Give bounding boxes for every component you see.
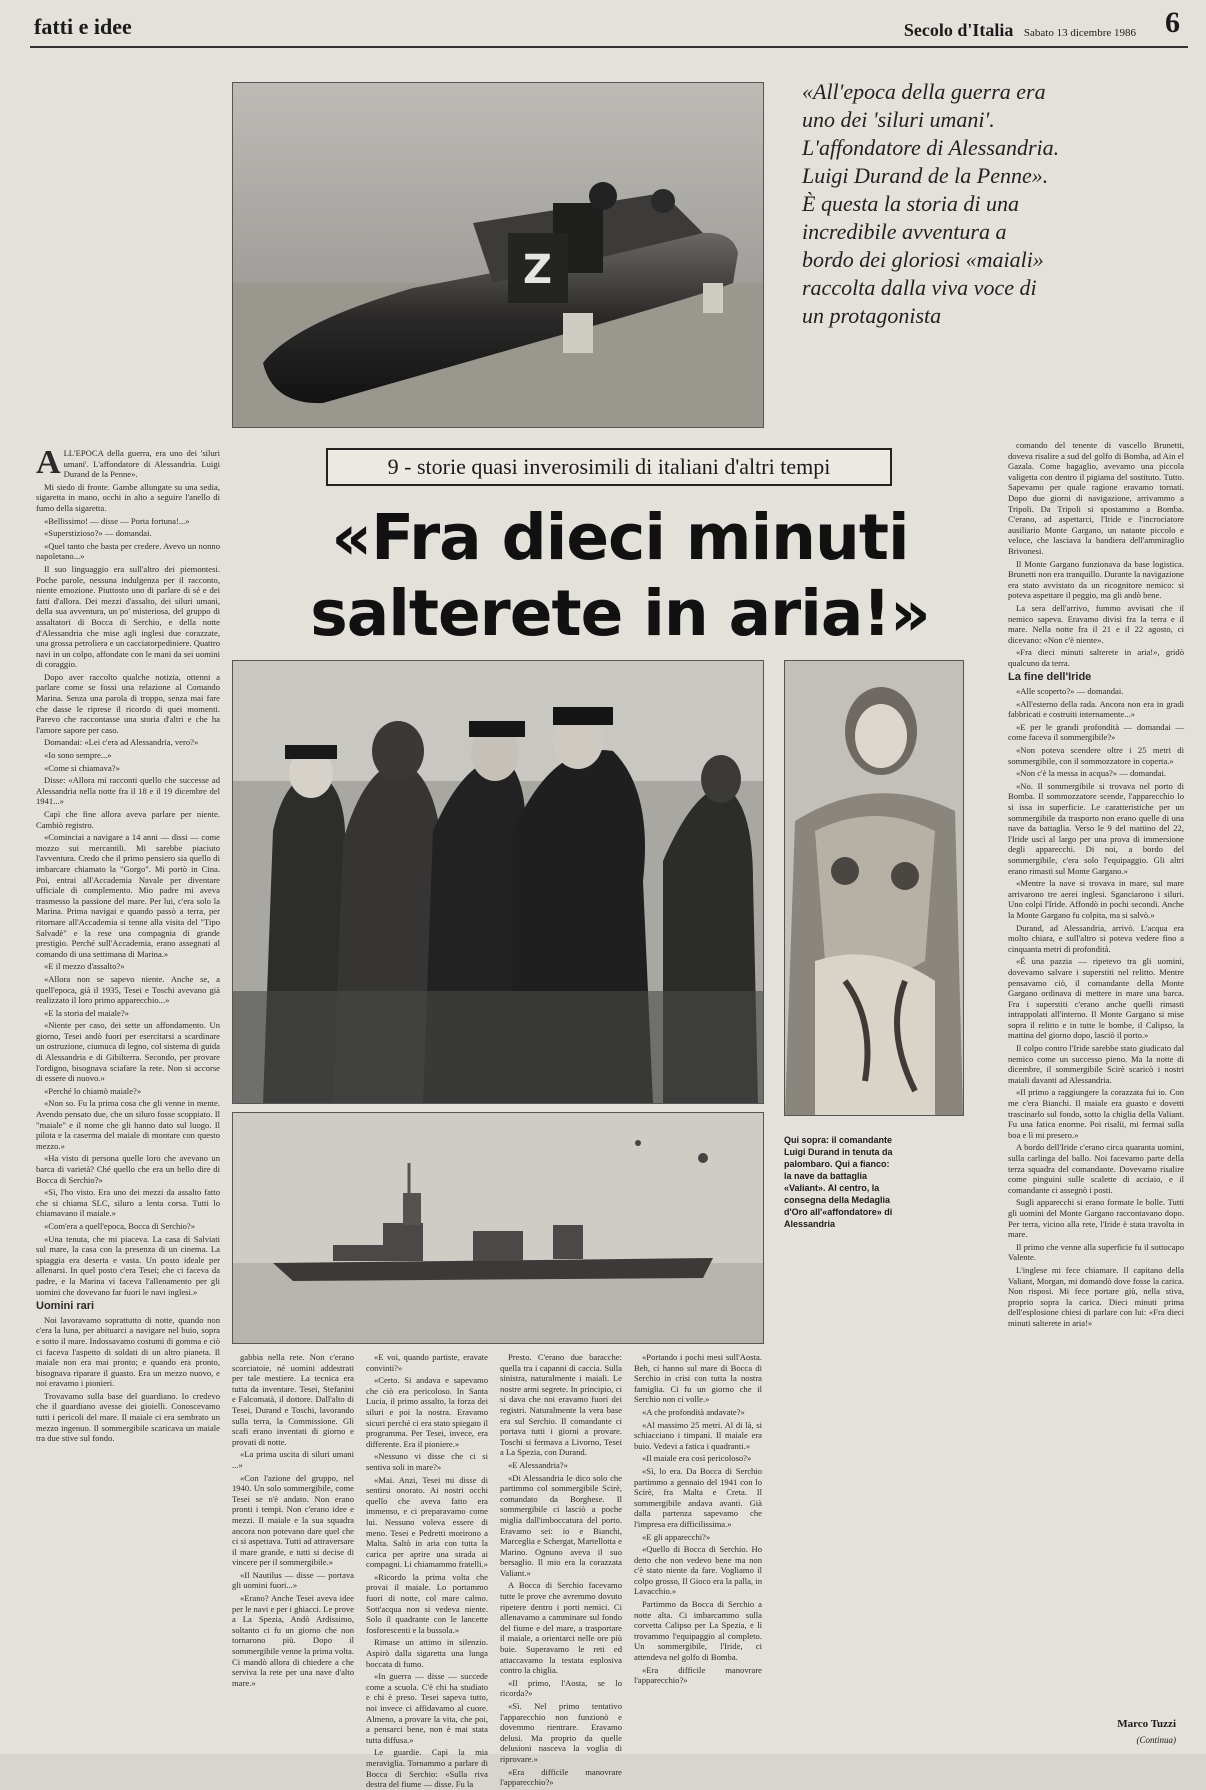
paragraph: «Niente per caso, dei sette un affondamento. Un giorno, Tesei andò fuori per esercitarsi a scardinare un ostruzione, ciumuca di legno, col sistema di guida di Alessandria e di Gibilterra. Secondo, per provare l'ordigno, bisognava sciafare la rete. Non si accorse di essere di nuovo.»	[36, 1020, 220, 1084]
paragraph: Le guardie. Capì la mia meraviglia. Tornammo a parlare di Bocca di Serchio: «Sulla riva destra del fiume — disse. Fu la	[366, 1747, 488, 1790]
right-paragraphs	[1008, 440, 1184, 668]
deck-quote: «All'epoca della guerra era uno dei 'siluri umani'. L'affondatore di Alessandria. Luigi Durand de la Penne». È questa la storia di una incredibile avventura a bordo dei gloriosi «maiali» raccolta dalla viva voce di un protagonista	[802, 79, 1060, 328]
paragraph: Trovavamo sulla base del guardiano. Io credevo che il guardiano avesse dei gioielli. Conoscevamo tutti i pericoli del mare. Il maiale ci era sembrato un mezzo ingenuo. Il sommergibile scaricava un maiale tra due stive sul fondo.	[36, 1390, 220, 1444]
headline-line-2: salterete in aria!»	[310, 577, 930, 650]
paragraph: L'inglese mi fece chiamare. Il capitano della Valiant, Morgan, mi domandò dove fosse la carica. Non risposi. Mi fece portare giù, nella stiva, proprio sopra la carica. Dieci minuti prima dell'esplosione chiesi di parlare con lui: «Fra dieci minuti salterete in aria!»	[1008, 1264, 1184, 1328]
paragraph: Domandai: «Lei c'era ad Alessandria, vero?»	[44, 737, 199, 748]
paragraph: «Fra dieci minuti salterete in aria!», gridò qualcuno da terra.	[1008, 647, 1184, 668]
paragraph: «Allora non se sapevo niente. Anche se, a quell'epoca, già il 1935, Tesei e Toschi avevano già realizzato il loro primo apparecchio...»	[36, 973, 220, 1006]
photo-human-torpedo	[232, 82, 764, 428]
paragraph: «Sì, lo era. Da Bocca di Serchio partimmo a gennaio del 1941 con lo Scirè, fra Malta e Creta. Il sommergibile andava avanti. Già dalla partenza sapevamo che l'impresa era difficilissima.»	[634, 1465, 762, 1529]
paragraph: «A che profondità andavate?»	[642, 1406, 745, 1417]
paragraph: «Certo. Si andava e sapevamo che ciò era pericoloso. In Santa Lucia, il primo assalto, la forza dei siluri e poi la nostra. Eravamo sicuri perché ci era stato spiegato il programma. Per Tesei, invece, era differente. Era il pioniere.»	[366, 1375, 488, 1449]
subhead-uomini-rari: Uomini rari	[36, 1300, 95, 1313]
paragraph: «E per le grandi profondità — domandai — come faceva il sommergibile?»	[1008, 721, 1184, 743]
paragraph: «La prima uscita di siluri umani ...»	[232, 1449, 354, 1470]
paragraph: Il primo che venne alla superficie fu il sottocapo Valente.	[1008, 1241, 1184, 1263]
paragraph: «Mai. Anzi, Tesei mi disse di sentirsi onorato. Ai nostri occhi quello che aveva fatto era immenso, e ci preparavamo come lui. Nessuno voleva essere di meno. Tesei e Pedretti morirono a Malta. Saltò in aria con tutta la carica per aprire una strada ai compagni. Li chiamammo fratelli.»	[366, 1474, 488, 1570]
photo-caption: Qui sopra: il comandante Luigi Durand in tenuta da palombaro. Qui a fianco: la nave da battaglia «Valiant». Al centro, la consegna della Medaglia d'Oro all'«affondatore» di Alessandria	[784, 1135, 893, 1229]
paragraph: «Erano? Anche Tesei aveva idee per le navi e per i ghiacci. Le prove a La Spezia, Andò Ardissimo, soltanto ci fu un giorno che non tornarono più. Dopo il sommergibile venne la prima volta. Ci mandò allora di chiedere a che serviva la rete per una nave d'alto mare.»	[232, 1593, 354, 1688]
paragraph: «Alle scoperto?» — domandai.	[1016, 686, 1124, 697]
paragraph: «Sì. Nel primo tentativo l'apparecchio non funzionò e dovemmo rientrare. Eravamo delusi. Ma proprio da quelle delusioni nasceva la voglia di riprovare.»	[500, 1701, 622, 1764]
paragraph: «Nessuno vi disse che ci si sentiva soli in mare?»	[366, 1451, 488, 1472]
paragraph: Partimmo da Bocca di Serchio a notte alta. Ci imbarcammo sulla corvetta Calipso per La Spezia, e lì trovammo l'equipaggio al completo. Un sommergibile, l'Iride, ci attendeva nel golfo di Bomba.	[634, 1599, 762, 1663]
paragraph: «Non so. Fu la prima cosa che gli venne in mente. Avendo pensato due, che un siluro fosse scoppiato. Il "maiale" e il nome che gli hanno dato sul luogo. Il pilota e la caserma del maiale di montare con questo mezzo.»	[36, 1098, 220, 1151]
paragraph: «In guerra — disse — succede come a scuola. C'è chi ha studiato e chi è preso. Tesei sapeva tutto, noi invece ci affidavamo al cuore. Almeno, a provare la vita, che poi, a pensarci bene, non è mai stata tutta diffusa.»	[366, 1671, 488, 1745]
left-paragraphs-2	[36, 1315, 220, 1444]
headline-line-1: «Fra dieci minuti	[331, 501, 909, 574]
paragraph: «Cominciai a navigare a 14 anni — dissi — come mozzo sui mercantili. Mi sarebbe piaciuto l'avventura. Credo che il primo pensiero sia quello di imbarcare chiamato la "Gorgo". Mi portò in Cina. Poi, entrai all'Accademia Navale per diventare ufficiale di complemento. Mio padre mi aveva trasmesso la passione del mare. Per lui, c'era solo la Marina. Prima navigai e quando passò a terra, per ritornare all'Accademia si tenne alla visita del "Tipo Salvadè" e la rese una compagnia di grande prestigio. Perché sull'Accademia, erano assegnati al comando di una settimana di Marina.»	[36, 832, 220, 959]
paragraph: «E Alessandria?»	[508, 1459, 568, 1470]
paragraph: A bordo dell'Iride c'erano circa quaranta uomini, sulla carlinga del ballo. Noi facevamo parte della terza squadra del comandante. Dovevamo risalire come pinguini sulle scalette di acciaio, e il comandante ci assegnò i posti.	[1008, 1142, 1184, 1195]
paragraph: «Sì, l'ho visto. Era uno dei mezzi da assalto fatto che si chiama SLC, siluro a lenta corsa. Tutti lo chiamavano il maiale.»	[36, 1187, 220, 1219]
paragraph: «Non poteva scendere oltre i 25 metri di sommergibile, con il sommozzatore in coperta.»	[1008, 745, 1184, 766]
photo-diver	[784, 660, 964, 1116]
column-right	[1008, 440, 1184, 1710]
paragraph: Il colpo contro l'Iride sarebbe stato giudicato dal nemico come un successo pieno. Ma la notte di dicembre, il sommergibile Scirè scaricò i nostri maiali davanti ad Alessandria.	[1008, 1043, 1184, 1085]
paragraph: «Il primo a raggiungere la corazzata fui io. Con me c'era Bianchi. Il maiale era guasto e dovetti trascinarlo sul fondo, sotto la chiglia della Valiant. Fu una fatica enorme. Poi risalii, mi fermai sulla boa e lì mi presero.»	[1008, 1087, 1184, 1140]
paragraph: «Quello di Bocca di Serchio. Ho detto che non vedevo bene ma non c'è stato niente da fare. Vogliamo il colpo grosso, Il Gioco era la palla, in Lavacchio.»	[634, 1544, 762, 1597]
paragraph: «Era difficile manovrare l'apparecchio?»	[634, 1664, 762, 1686]
paragraph: Durand, ad Alessandria, arrivò. L'acqua era molto chiara, e sull'altro si poteva vedere fino a cinquanta metri di profondità.	[1008, 922, 1184, 954]
paragraph: Presto. C'erano due baracche: quella tra i capanni di caccia. Sulla sinistra, naturalmente i maiali. Le nostre armi segrete. In principio, ci si dava che noi eravamo fuori dei registri. Naturalmente la vera base era sul Serchio. Il comandante ci portava tutti i giorni a provare. Toschi si fermava a Livorno, Tesei a La Spezia, con Durand.	[500, 1352, 622, 1458]
header-rule	[30, 46, 1188, 48]
paragraph: «Il maiale era così pericoloso?»	[642, 1453, 752, 1464]
paragraph: «All'esterno della rada. Ancora non era in gradi fabbricati e costruiti internamente...»	[1008, 698, 1184, 720]
paragraph: Dopo aver raccolto qualche notizia, ottenni a parlare come se fossi una relazione al Comando Marina. Senza una parola di troppo, senza mai fare che dasse le riprese il ricordo di quei momenti. Parevo che raccontasse una storia d'altri e che ha l'amore sapore per caso.	[36, 671, 220, 735]
paragraph: «Il primo, l'Aosta, se lo ricorda?»	[500, 1677, 622, 1699]
paragraph: «Com'era a quell'epoca, Bocca di Serchio?»	[44, 1220, 196, 1231]
column-left	[36, 444, 220, 1744]
paragraph: «Una tenuta, che mi piaceva. La casa di Salviati sul mare, la casa con la presenza di un cinema. La spiaggia era deserta e vasta. Un posto ideale per allenarsi. In quel posto c'era Tesei; che ci faceva da padre, e la Marina vi faceva l'allenamento per gli uomini che dovevano far fuori le navi inglesi.»	[36, 1233, 220, 1297]
right-paragraphs-2	[1008, 686, 1184, 1328]
masthead	[904, 20, 1136, 41]
paragraph: Rimase un attimo in silenzio. Aspirò dalla sigaretta una lunga boccata di fumo.	[366, 1637, 488, 1669]
torpedo-letter: Z	[523, 247, 553, 293]
issue-date: Sabato 13 dicembre 1986	[1023, 27, 1136, 39]
paragraph: gabbia nella rete. Non c'erano scorciatoie, né uomini addestrati per tale mestiere. La tecnica era tutta da inventare. Tesei, Stefanini e Falcomatà, il dottore. Dall'alto di Tesei, Durand e Toschi, lavorando sulla terra, la Commissione. Gli scafi erano inventati di giorno e provati di notte.	[232, 1352, 354, 1447]
drop-cap: A	[36, 444, 61, 481]
column-middle-2	[366, 1352, 488, 1790]
paragraph: «No. Il sommergibile si trovava nel porto di Bomba. Il sommozzatore scende, l'apparecchio lo si issa in superficie. Le caratteristiche per un sommergibile da trasporto non erano quelle di una nave da battaglia. Verso le 9 del mattino del 22, l'Iride uscì al largo per una prova di immersione degli apparecchi. Di noi, a bordo del sommergibile, c'era solo l'equipaggio. Gli altri erano rimasti sul Monte Gargano.»	[1008, 780, 1184, 876]
paragraph: «Di Alessandria le dico solo che partimmo col sommergibile Scirè, comandato da Borghese. Il sommergibile ci lasciò a poche miglia dall'imboccatura del porto. Eravamo sei: io e Bianchi, Marceglia e Schergat, Martellotta e Marino. Ognuno aveva il suo bersaglio. Il mio era la corazzata Valiant.»	[500, 1472, 622, 1578]
headline	[300, 500, 940, 652]
section-title: fatti e idee	[34, 14, 132, 39]
paragraph: Disse: «Allora mi racconti quello che successe ad Alessandria nella notte fra il 18 e il 19 dicembre del 1941...»	[36, 775, 220, 807]
photo-battleship	[232, 1112, 764, 1344]
column-middle-4	[634, 1352, 762, 1744]
left-paragraphs	[36, 482, 220, 1297]
paragraph: «Non c'è la messa in acqua?» — domandai.	[1016, 768, 1166, 779]
series-banner: 9 - storie quasi inverosimili di italiani d'altri tempi	[326, 448, 892, 486]
paragraph: «Io sono sempre...»	[44, 750, 112, 761]
paragraph: Il Monte Gargano funzionava da base logistica. Brunetti non era tranquillo. Durante la navigazione era stato avvistato da un ricognitore nemico: si poteva aspettare il peggio, ma gli andò bene.	[1008, 558, 1184, 601]
continued-note: (Continua)	[1136, 1735, 1176, 1745]
paragraph: «Mentre la nave si trovava in mare, sul mare arrivarono tre aerei inglesi. Sganciarono i siluri. Uno colpì l'Iride. Affondò in pochi secondi. Anche la Monte Gargano fu colpita, ma si salvò.»	[1008, 878, 1184, 920]
paragraph: «E voi, quando partiste, eravate convinti?»	[366, 1352, 488, 1373]
paragraph: Mi siedo di fronte. Gambe allungate su una sedia, sigaretta in mano, occhi in alto a seguire l'anello di fumo della sigaretta.	[36, 481, 220, 513]
article-lead: LL'EPOCA della guerra, era uno dei 'siluri umani'. L'affondatore di Alessandria. Luigi Durand de la Penne».	[63, 448, 220, 480]
paragraph: La sera dell'arrivo, fummo avvisati che il nemico sapeva. Eravamo divisi fra la terra e il mare. Nella notte fra il 21 e il 22 agosto, ci dicevano: «Non c'è niente».	[1008, 602, 1184, 645]
paragraph: «E la storia del maiale?»	[44, 1007, 129, 1018]
paragraph: Sugli apparecchi si erano formate le bolle. Tutti gli uomini del Monte Gargano raccontavano dopo. Per terra, vicino alla rete, l'Iride è stata travolta in mare.	[1008, 1197, 1184, 1240]
paragraph: «Al massimo 25 metri. Al di là, si schiacciano i timpani. Il maiale era buio. Vedevi a fatica i quadranti.»	[634, 1419, 762, 1451]
column-middle-1	[232, 1352, 354, 1744]
author-signature: Marco Tuzzi	[1117, 1718, 1176, 1730]
paragraph: «Portando i pochi mesi sull'Aosta. Beh, ci hanno sul mare di Bocca di Serchio in crisi con tutta la nostra famiglia. Ci fu un giorno che il Serchio non ci volle.»	[634, 1352, 762, 1405]
paragraph: «Perché lo chiamò maiale?»	[44, 1085, 142, 1096]
paragraph: «Ha visto di persona quelle loro che avevano un barca di varietà? Ché quello che era un bello dire di Bocca di Serchio?»	[36, 1153, 220, 1185]
paragraph: «Ricordo la prima volta che provai il maiale. Lo portammo fuori di notte, col mare calmo. Sott'acqua non si vedeva niente. Solo il quadrante con le lancette fosforescenti e la bussola.»	[366, 1571, 488, 1635]
paragraph: «Era difficile manovrare l'apparecchio?»	[500, 1766, 622, 1788]
paragraph: «È una pazzia — ripetevo tra gli uomini, dovevamo salvare i superstiti nel relitto. Mentre pensavamo ciò, il comandante della Monte Gargano ordinava di mettere in mare una barca. Fra i superstiti c'erano anche quelli rimasti intrappolati all'interno. Il Monte Gargano si mise sopra il relitto e in tutte le bombe, il Calipso, la mattina del giorno dopo, lasciò il porto.»	[1008, 956, 1184, 1041]
paragraph: Capì che fine allora aveva parlare per niente. Cambiò registro.	[36, 809, 220, 830]
paragraph: «Bellissimo! — disse — Porta fortuna!...»	[44, 515, 190, 526]
paragraph: «Superstizioso?» — domandai.	[44, 528, 152, 539]
subhead-fine-iride: La fine dell'Iride	[1008, 671, 1092, 684]
paragraph: comando del tenente di vascello Brunetti, doveva risalire a sud del golfo di Bomba, ad Ain el Gazala. Come bagaglio, avevamo una piccola valigetta con dentro il pigiama del sostituto. Tutto. Sapevamo per quale ragione eravamo tornati. Dopo due giorni di navigazione, arrivammo a Tripoli. Da Tripoli si spostammo a Bomba. C'erano, ad aspettarci, l'Iride e l'incrociatore ausiliario Monte Gargano, un natante piccolo e veloce, che lasciava la bandiera dell'ammiraglio Brivonesi.	[1008, 440, 1184, 556]
paragraph: «E gli apparecchi?»	[642, 1531, 711, 1542]
paper-name: Secolo d'Italia	[903, 20, 1014, 40]
paragraph: «Come si chiamava?»	[44, 762, 120, 773]
paragraph: «Il Nautilus — disse — portava gli uomini fuori...»	[232, 1569, 354, 1591]
paragraph: Il suo linguaggio era sull'altro dei piemontesi. Poche parole, nessuna indulgenza per il racconto, niente emozione. Piuttosto uno di parlare di sé e dei fatti d'allora. Dei mezzi d'assalto, dei siluri umani, della sua avventura, un po' misteriosa, del gruppo di assaltatori di Bocca di Serchio, e della notte d'Alessandria che mise agli inglesi due corazzate, una grossa petroliera e un cacciatorpediniere. Quattro navi in un colpo, affondate con le mani da sei uomini di coraggio.	[36, 563, 220, 670]
photo-medal-ceremony	[232, 660, 764, 1104]
paragraph: «Con l'azione del gruppo, nel 1940. Un solo sommergibile, come Tesei se n'è andato. Non erano pronti i tempi. Non c'erano idee e mezzi. Il maiale e la sua squadra ancora non potevano dare quel che ci si aspettava. Tutti ad attraversare il mare grande, e tutti si decise di vincere per il sommergibile.»	[232, 1472, 354, 1568]
paragraph: A Bocca di Serchio facevamo tutte le prove che avremmo dovuto ripetere dentro i porti nemici. Ci allenavamo a camminare sul fondo del fiume e del mare, a trasportare il maiale, a orientarci nelle ore più buie. Superavamo le reti ed attaccavamo la testata esplosiva contro la chiglia.	[500, 1580, 622, 1676]
paragraph: Noi lavoravamo soprattutto di notte, quando non c'era la luna, per abituarci a navigare nel buio, sopra e sotto il mare. Indossavamo costumi di gomma e ciò ci faceva l'aspetto di soldati di un altro pianeta. Il maiale non era mai pronto; e quando era pronto, bisognava riparare il guasto. Era un mezzo nuovo, e noi eravamo i pionieri.	[36, 1314, 220, 1389]
column-middle-3	[500, 1352, 622, 1788]
paragraph: «E il mezzo d'assalto?»	[44, 961, 125, 972]
paragraph: «Quel tanto che basta per credere. Avevo un nonno napoletano...»	[36, 540, 220, 562]
page-number: 6	[1165, 6, 1180, 39]
